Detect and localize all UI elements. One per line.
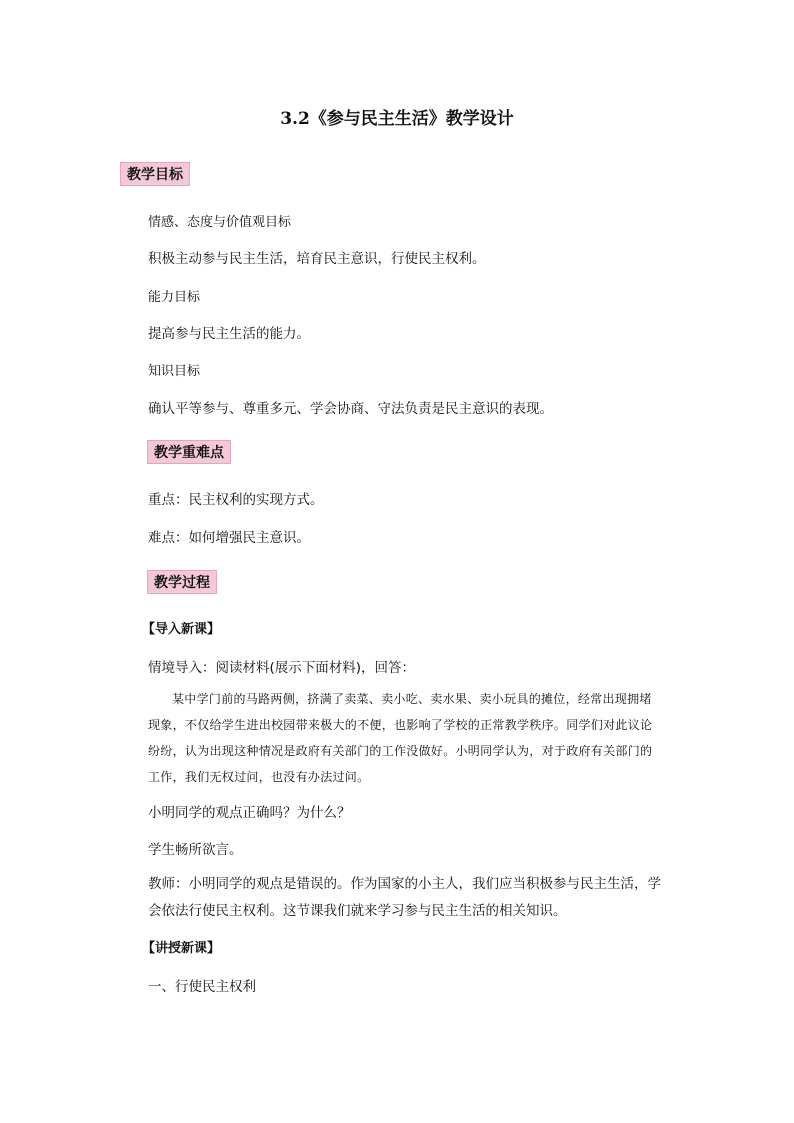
emotion-goal-label: 情感、态度与价值观目标 (148, 215, 292, 230)
teacher-explanation: 教师：小明同学的观点是错误的。作为国家的小主人，我们应当积极参与民主生活，学会依法行使民主权利。这节课我们就来学习参与民主生活的相关知识。 (148, 876, 661, 919)
emotion-goal-text: 积极主动参与民主生活，培育民主意识，行使民主权利。 (148, 251, 486, 267)
intro-heading: 【导入新课】 (142, 622, 221, 637)
students-response: 学生畅所欲言。 (148, 842, 243, 858)
ability-goal-text: 提高参与民主生活的能力。 (148, 326, 310, 342)
section-one-heading: 一、行使民主权利 (148, 979, 256, 995)
key-point-text: 重点：民主权利的实现方式。 (148, 492, 324, 508)
knowledge-goal-label: 知识目标 (148, 364, 201, 379)
section-heading-process: 教学过程 (147, 570, 217, 594)
reading-material: 某中学门前的马路两侧，挤满了卖菜、卖小吃、卖水果、卖小玩具的摊位，经常出现拥堵现象，不仅给学生进出校园带来极大的不便，也影响了学校的正常教学秩序。同学们对此议论纷纷，认为出现这种情况是政府有关部门的工作没做好。小明同学认为，对于政府有关部门的工作，我们无权过问，也没有办法过问。 (148, 692, 653, 784)
section-heading-key-points: 教学重难点 (147, 440, 231, 464)
document-title: 3.2《参与民主生活》教学设计 (280, 109, 514, 129)
section-heading-goals: 教学目标 (120, 162, 190, 186)
scenario-intro: 情境导入：阅读材料(展示下面材料)，回答： (148, 660, 416, 676)
ability-goal-label: 能力目标 (148, 290, 201, 305)
difficult-point-text: 难点：如何增强民主意识。 (148, 530, 310, 546)
lecture-heading: 【讲授新课】 (142, 941, 221, 956)
knowledge-goal-text: 确认平等参与、尊重多元、学会协商、守法负责是民主意识的表现。 (148, 401, 553, 417)
question-text: 小明同学的观点正确吗？为什么？ (148, 805, 351, 821)
